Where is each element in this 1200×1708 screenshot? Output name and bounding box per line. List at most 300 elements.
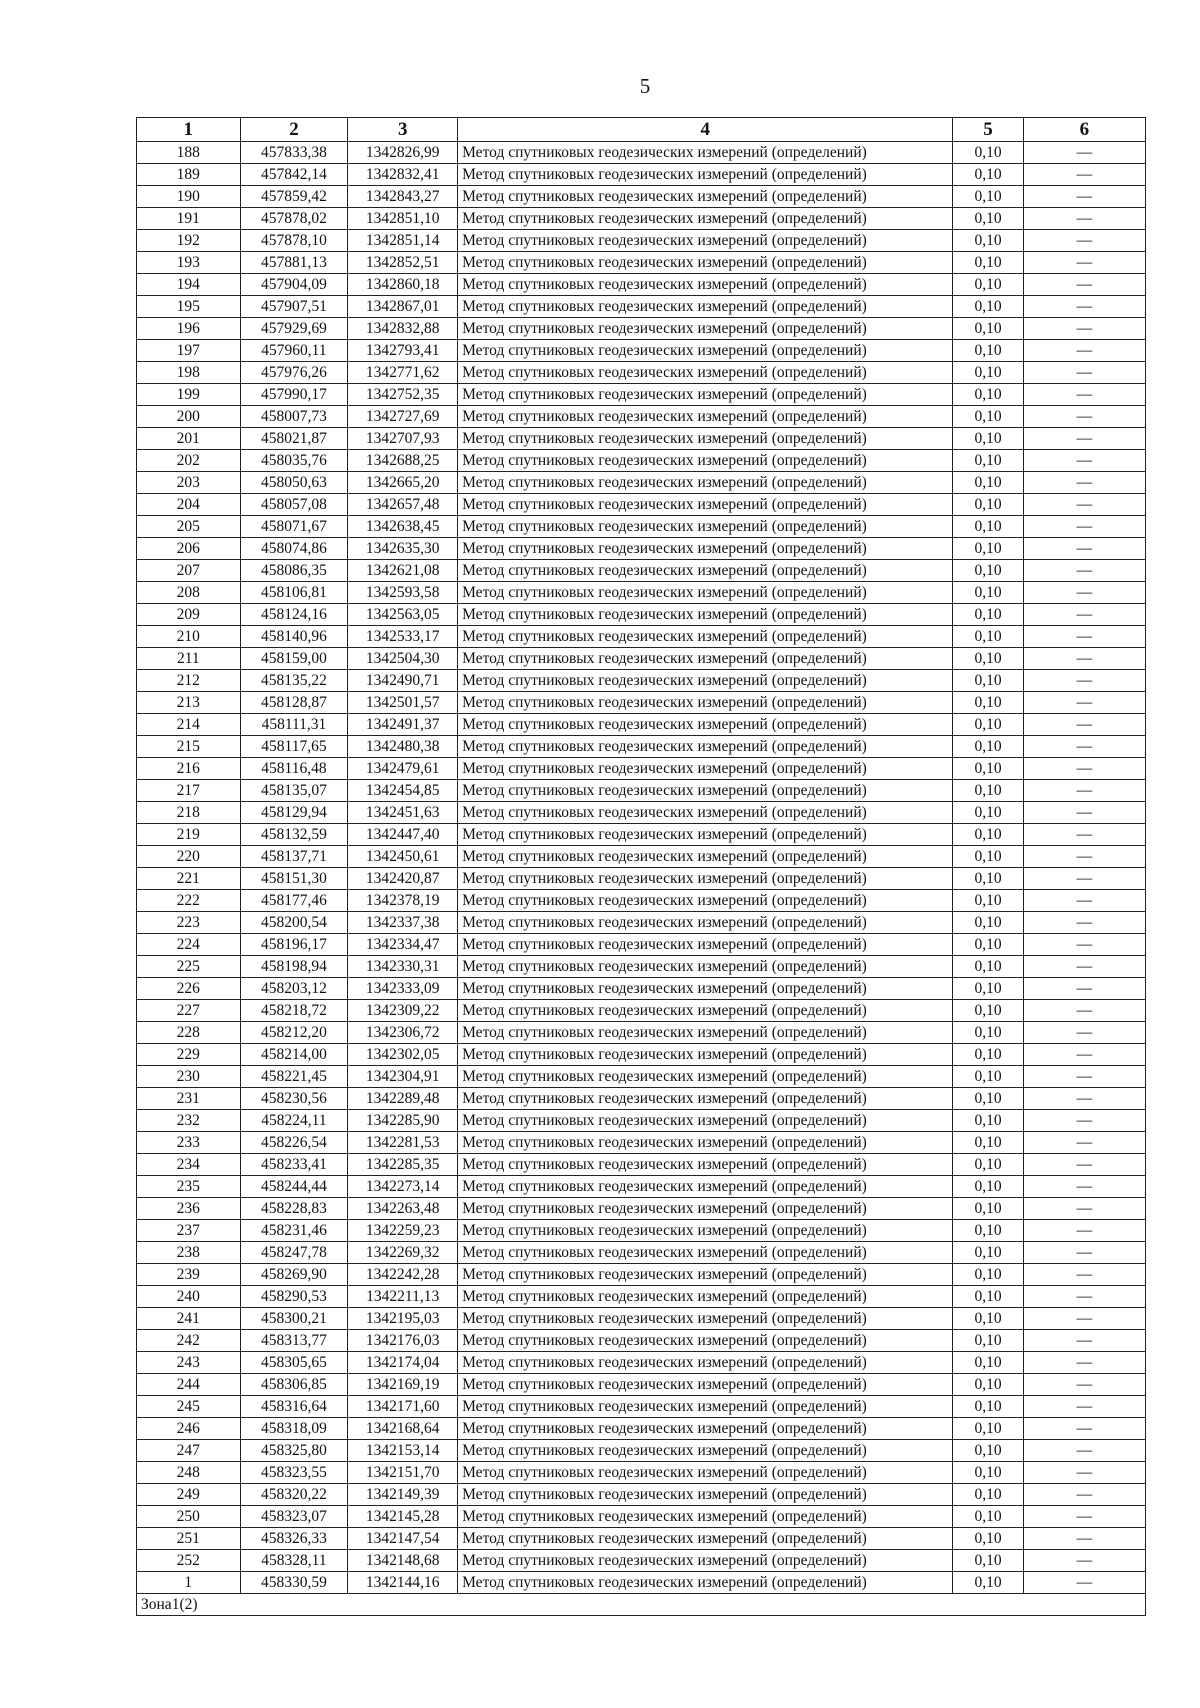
accuracy-cell: 0,10 <box>953 626 1023 648</box>
x-coordinate-cell: 458269,90 <box>240 1264 348 1286</box>
description-cell: — <box>1023 1154 1145 1176</box>
point-number-cell: 245 <box>137 1396 241 1418</box>
description-cell: — <box>1023 1374 1145 1396</box>
table-row <box>137 1374 1146 1396</box>
description-cell: — <box>1023 274 1145 296</box>
accuracy-cell: 0,10 <box>953 978 1023 1000</box>
method-cell: Метод спутниковых геодезических измерений (определений) <box>458 1550 953 1572</box>
header-col-6: 6 <box>1023 118 1145 142</box>
header-col-4: 4 <box>458 118 953 142</box>
point-number-cell: 198 <box>137 362 241 384</box>
description-cell: — <box>1023 208 1145 230</box>
method-cell: Метод спутниковых геодезических измерений (определений) <box>458 384 953 406</box>
y-coordinate-cell: 1342147,54 <box>348 1528 458 1550</box>
point-number-cell: 192 <box>137 230 241 252</box>
coordinates-table <box>136 117 1146 1616</box>
method-cell: Метод спутниковых геодезических измерений (определений) <box>458 1220 953 1242</box>
accuracy-cell: 0,10 <box>953 274 1023 296</box>
table-row <box>137 626 1146 648</box>
x-coordinate-cell: 457881,13 <box>240 252 348 274</box>
table-row <box>137 230 1146 252</box>
x-coordinate-cell: 458325,80 <box>240 1440 348 1462</box>
y-coordinate-cell: 1342242,28 <box>348 1264 458 1286</box>
table-row <box>137 1154 1146 1176</box>
table-row <box>137 538 1146 560</box>
x-coordinate-cell: 458247,78 <box>240 1242 348 1264</box>
x-coordinate-cell: 457929,69 <box>240 318 348 340</box>
x-coordinate-cell: 458224,11 <box>240 1110 348 1132</box>
method-cell: Метод спутниковых геодезических измерений (определений) <box>458 164 953 186</box>
accuracy-cell: 0,10 <box>953 472 1023 494</box>
table-row <box>137 1462 1146 1484</box>
table-row <box>137 340 1146 362</box>
x-coordinate-cell: 458212,20 <box>240 1022 348 1044</box>
accuracy-cell: 0,10 <box>953 1572 1023 1594</box>
table-row <box>137 1066 1146 1088</box>
y-coordinate-cell: 1342688,25 <box>348 450 458 472</box>
accuracy-cell: 0,10 <box>953 1330 1023 1352</box>
x-coordinate-cell: 457878,10 <box>240 230 348 252</box>
method-cell: Метод спутниковых геодезических измерений (определений) <box>458 758 953 780</box>
point-number-cell: 220 <box>137 846 241 868</box>
x-coordinate-cell: 458323,07 <box>240 1506 348 1528</box>
point-number-cell: 229 <box>137 1044 241 1066</box>
point-number-cell: 193 <box>137 252 241 274</box>
x-coordinate-cell: 458300,21 <box>240 1308 348 1330</box>
y-coordinate-cell: 1342533,17 <box>348 626 458 648</box>
y-coordinate-cell: 1342832,41 <box>348 164 458 186</box>
y-coordinate-cell: 1342333,09 <box>348 978 458 1000</box>
x-coordinate-cell: 458203,12 <box>240 978 348 1000</box>
x-coordinate-cell: 458135,07 <box>240 780 348 802</box>
point-number-cell: 206 <box>137 538 241 560</box>
table-row <box>137 1286 1146 1308</box>
table-row <box>137 1352 1146 1374</box>
x-coordinate-cell: 458050,63 <box>240 472 348 494</box>
description-cell: — <box>1023 472 1145 494</box>
x-coordinate-cell: 458214,00 <box>240 1044 348 1066</box>
y-coordinate-cell: 1342793,41 <box>348 340 458 362</box>
table-row <box>137 1308 1146 1330</box>
y-coordinate-cell: 1342144,16 <box>348 1572 458 1594</box>
description-cell: — <box>1023 142 1145 164</box>
accuracy-cell: 0,10 <box>953 384 1023 406</box>
method-cell: Метод спутниковых геодезических измерений (определений) <box>458 1484 953 1506</box>
accuracy-cell: 0,10 <box>953 406 1023 428</box>
accuracy-cell: 0,10 <box>953 692 1023 714</box>
x-coordinate-cell: 458326,33 <box>240 1528 348 1550</box>
method-cell: Метод спутниковых геодезических измерений (определений) <box>458 1286 953 1308</box>
description-cell: — <box>1023 956 1145 978</box>
method-cell: Метод спутниковых геодезических измерений (определений) <box>458 1308 953 1330</box>
accuracy-cell: 0,10 <box>953 758 1023 780</box>
accuracy-cell: 0,10 <box>953 802 1023 824</box>
y-coordinate-cell: 1342211,13 <box>348 1286 458 1308</box>
y-coordinate-cell: 1342145,28 <box>348 1506 458 1528</box>
x-coordinate-cell: 458221,45 <box>240 1066 348 1088</box>
point-number-cell: 246 <box>137 1418 241 1440</box>
x-coordinate-cell: 457990,17 <box>240 384 348 406</box>
x-coordinate-cell: 458140,96 <box>240 626 348 648</box>
point-number-cell: 205 <box>137 516 241 538</box>
y-coordinate-cell: 1342826,99 <box>348 142 458 164</box>
x-coordinate-cell: 458035,76 <box>240 450 348 472</box>
method-cell: Метод спутниковых геодезических измерений (определений) <box>458 1528 953 1550</box>
y-coordinate-cell: 1342593,58 <box>348 582 458 604</box>
x-coordinate-cell: 458111,31 <box>240 714 348 736</box>
table-row <box>137 1176 1146 1198</box>
y-coordinate-cell: 1342176,03 <box>348 1330 458 1352</box>
accuracy-cell: 0,10 <box>953 1550 1023 1572</box>
y-coordinate-cell: 1342450,61 <box>348 846 458 868</box>
accuracy-cell: 0,10 <box>953 934 1023 956</box>
y-coordinate-cell: 1342330,31 <box>348 956 458 978</box>
description-cell: — <box>1023 736 1145 758</box>
point-number-cell: 216 <box>137 758 241 780</box>
method-cell: Метод спутниковых геодезических измерений (определений) <box>458 1110 953 1132</box>
table-row <box>137 956 1146 978</box>
table-row <box>137 208 1146 230</box>
description-cell: — <box>1023 648 1145 670</box>
point-number-cell: 188 <box>137 142 241 164</box>
x-coordinate-cell: 458071,67 <box>240 516 348 538</box>
x-coordinate-cell: 458137,71 <box>240 846 348 868</box>
table-row <box>137 1550 1146 1572</box>
table-row <box>137 802 1146 824</box>
table-row <box>137 670 1146 692</box>
table-row <box>137 516 1146 538</box>
y-coordinate-cell: 1342752,35 <box>348 384 458 406</box>
table-row <box>137 1264 1146 1286</box>
method-cell: Метод спутниковых геодезических измерений (определений) <box>458 1352 953 1374</box>
description-cell: — <box>1023 494 1145 516</box>
header-col-1: 1 <box>137 118 241 142</box>
description-cell: — <box>1023 1198 1145 1220</box>
table-row <box>137 428 1146 450</box>
y-coordinate-cell: 1342151,70 <box>348 1462 458 1484</box>
table-row <box>137 450 1146 472</box>
method-cell: Метод спутниковых геодезических измерений (определений) <box>458 1198 953 1220</box>
point-number-cell: 211 <box>137 648 241 670</box>
description-cell: — <box>1023 978 1145 1000</box>
point-number-cell: 195 <box>137 296 241 318</box>
description-cell: — <box>1023 1264 1145 1286</box>
description-cell: — <box>1023 912 1145 934</box>
point-number-cell: 227 <box>137 1000 241 1022</box>
accuracy-cell: 0,10 <box>953 604 1023 626</box>
x-coordinate-cell: 457859,42 <box>240 186 348 208</box>
y-coordinate-cell: 1342843,27 <box>348 186 458 208</box>
y-coordinate-cell: 1342263,48 <box>348 1198 458 1220</box>
x-coordinate-cell: 458233,41 <box>240 1154 348 1176</box>
table-row <box>137 384 1146 406</box>
method-cell: Метод спутниковых геодезических измерений (определений) <box>458 714 953 736</box>
x-coordinate-cell: 458200,54 <box>240 912 348 934</box>
description-cell: — <box>1023 1308 1145 1330</box>
description-cell: — <box>1023 428 1145 450</box>
point-number-cell: 218 <box>137 802 241 824</box>
accuracy-cell: 0,10 <box>953 1286 1023 1308</box>
x-coordinate-cell: 458316,64 <box>240 1396 348 1418</box>
x-coordinate-cell: 458129,94 <box>240 802 348 824</box>
accuracy-cell: 0,10 <box>953 780 1023 802</box>
x-coordinate-cell: 458230,56 <box>240 1088 348 1110</box>
point-number-cell: 201 <box>137 428 241 450</box>
point-number-cell: 242 <box>137 1330 241 1352</box>
accuracy-cell: 0,10 <box>953 1264 1023 1286</box>
y-coordinate-cell: 1342171,60 <box>348 1396 458 1418</box>
table-row <box>137 1440 1146 1462</box>
y-coordinate-cell: 1342306,72 <box>348 1022 458 1044</box>
table-row <box>137 362 1146 384</box>
accuracy-cell: 0,10 <box>953 208 1023 230</box>
method-cell: Метод спутниковых геодезических измерений (определений) <box>458 692 953 714</box>
y-coordinate-cell: 1342148,68 <box>348 1550 458 1572</box>
description-cell: — <box>1023 340 1145 362</box>
point-number-cell: 196 <box>137 318 241 340</box>
point-number-cell: 191 <box>137 208 241 230</box>
accuracy-cell: 0,10 <box>953 494 1023 516</box>
description-cell: — <box>1023 1550 1145 1572</box>
table-row <box>137 1220 1146 1242</box>
method-cell: Метод спутниковых геодезических измерений (определений) <box>458 1440 953 1462</box>
method-cell: Метод спутниковых геодезических измерений (определений) <box>458 868 953 890</box>
point-number-cell: 214 <box>137 714 241 736</box>
accuracy-cell: 0,10 <box>953 714 1023 736</box>
y-coordinate-cell: 1342657,48 <box>348 494 458 516</box>
description-cell: — <box>1023 560 1145 582</box>
point-number-cell: 232 <box>137 1110 241 1132</box>
table-row <box>137 472 1146 494</box>
method-cell: Метод спутниковых геодезических измерений (определений) <box>458 670 953 692</box>
accuracy-cell: 0,10 <box>953 340 1023 362</box>
method-cell: Метод спутниковых геодезических измерений (определений) <box>458 472 953 494</box>
method-cell: Метод спутниковых геодезических измерений (определений) <box>458 340 953 362</box>
description-cell: — <box>1023 1044 1145 1066</box>
table-row <box>137 142 1146 164</box>
y-coordinate-cell: 1342501,57 <box>348 692 458 714</box>
x-coordinate-cell: 458196,17 <box>240 934 348 956</box>
point-number-cell: 215 <box>137 736 241 758</box>
table-row <box>137 648 1146 670</box>
point-number-cell: 199 <box>137 384 241 406</box>
y-coordinate-cell: 1342285,90 <box>348 1110 458 1132</box>
point-number-cell: 223 <box>137 912 241 934</box>
accuracy-cell: 0,10 <box>953 142 1023 164</box>
x-coordinate-cell: 458106,81 <box>240 582 348 604</box>
y-coordinate-cell: 1342285,35 <box>348 1154 458 1176</box>
table-row <box>137 186 1146 208</box>
description-cell: — <box>1023 692 1145 714</box>
accuracy-cell: 0,10 <box>953 956 1023 978</box>
x-coordinate-cell: 457907,51 <box>240 296 348 318</box>
y-coordinate-cell: 1342727,69 <box>348 406 458 428</box>
x-coordinate-cell: 458290,53 <box>240 1286 348 1308</box>
method-cell: Метод спутниковых геодезических измерений (определений) <box>458 1506 953 1528</box>
y-coordinate-cell: 1342337,38 <box>348 912 458 934</box>
method-cell: Метод спутниковых геодезических измерений (определений) <box>458 648 953 670</box>
accuracy-cell: 0,10 <box>953 1088 1023 1110</box>
point-number-cell: 233 <box>137 1132 241 1154</box>
table-row <box>137 692 1146 714</box>
zone-label: Зона1(2) <box>137 1594 1146 1616</box>
x-coordinate-cell: 458159,00 <box>240 648 348 670</box>
method-cell: Метод спутниковых геодезических измерений (определений) <box>458 846 953 868</box>
table-row <box>137 274 1146 296</box>
table-row <box>137 164 1146 186</box>
header-col-5: 5 <box>953 118 1023 142</box>
accuracy-cell: 0,10 <box>953 1154 1023 1176</box>
point-number-cell: 248 <box>137 1462 241 1484</box>
table-row <box>137 714 1146 736</box>
header-col-2: 2 <box>240 118 348 142</box>
description-cell: — <box>1023 450 1145 472</box>
accuracy-cell: 0,10 <box>953 186 1023 208</box>
accuracy-cell: 0,10 <box>953 890 1023 912</box>
x-coordinate-cell: 458132,59 <box>240 824 348 846</box>
point-number-cell: 194 <box>137 274 241 296</box>
description-cell: — <box>1023 780 1145 802</box>
method-cell: Метод спутниковых геодезических измерений (определений) <box>458 934 953 956</box>
y-coordinate-cell: 1342420,87 <box>348 868 458 890</box>
method-cell: Метод спутниковых геодезических измерений (определений) <box>458 318 953 340</box>
point-number-cell: 190 <box>137 186 241 208</box>
table-row <box>137 912 1146 934</box>
method-cell: Метод спутниковых геодезических измерений (определений) <box>458 362 953 384</box>
table-row <box>137 560 1146 582</box>
method-cell: Метод спутниковых геодезических измерений (определений) <box>458 802 953 824</box>
point-number-cell: 236 <box>137 1198 241 1220</box>
method-cell: Метод спутниковых геодезических измерений (определений) <box>458 1044 953 1066</box>
description-cell: — <box>1023 670 1145 692</box>
y-coordinate-cell: 1342635,30 <box>348 538 458 560</box>
table-row <box>137 296 1146 318</box>
y-coordinate-cell: 1342304,91 <box>348 1066 458 1088</box>
method-cell: Метод спутниковых геодезических измерений (определений) <box>458 1132 953 1154</box>
point-number-cell: 210 <box>137 626 241 648</box>
x-coordinate-cell: 458128,87 <box>240 692 348 714</box>
method-cell: Метод спутниковых геодезических измерений (определений) <box>458 1374 953 1396</box>
x-coordinate-cell: 458074,86 <box>240 538 348 560</box>
description-cell: — <box>1023 1352 1145 1374</box>
table-row <box>137 758 1146 780</box>
method-cell: Метод спутниковых геодезических измерений (определений) <box>458 1264 953 1286</box>
method-cell: Метод спутниковых геодезических измерений (определений) <box>458 582 953 604</box>
method-cell: Метод спутниковых геодезических измерений (определений) <box>458 208 953 230</box>
method-cell: Метод спутниковых геодезических измерений (определений) <box>458 1330 953 1352</box>
point-number-cell: 200 <box>137 406 241 428</box>
x-coordinate-cell: 458218,72 <box>240 1000 348 1022</box>
point-number-cell: 240 <box>137 1286 241 1308</box>
point-number-cell: 213 <box>137 692 241 714</box>
accuracy-cell: 0,10 <box>953 846 1023 868</box>
description-cell: — <box>1023 714 1145 736</box>
accuracy-cell: 0,10 <box>953 1022 1023 1044</box>
accuracy-cell: 0,10 <box>953 1198 1023 1220</box>
method-cell: Метод спутниковых геодезических измерений (определений) <box>458 626 953 648</box>
description-cell: — <box>1023 1286 1145 1308</box>
x-coordinate-cell: 458117,65 <box>240 736 348 758</box>
description-cell: — <box>1023 604 1145 626</box>
table-row <box>137 846 1146 868</box>
table-row <box>137 1044 1146 1066</box>
x-coordinate-cell: 458057,08 <box>240 494 348 516</box>
point-number-cell: 189 <box>137 164 241 186</box>
accuracy-cell: 0,10 <box>953 736 1023 758</box>
x-coordinate-cell: 458228,83 <box>240 1198 348 1220</box>
table-row <box>137 1088 1146 1110</box>
method-cell: Метод спутниковых геодезических измерений (определений) <box>458 494 953 516</box>
description-cell: — <box>1023 1330 1145 1352</box>
x-coordinate-cell: 458305,65 <box>240 1352 348 1374</box>
y-coordinate-cell: 1342281,53 <box>348 1132 458 1154</box>
table-row <box>137 824 1146 846</box>
table-row <box>137 978 1146 1000</box>
x-coordinate-cell: 458318,09 <box>240 1418 348 1440</box>
accuracy-cell: 0,10 <box>953 428 1023 450</box>
description-cell: — <box>1023 1088 1145 1110</box>
table-row <box>137 736 1146 758</box>
table-row <box>137 604 1146 626</box>
table-row <box>137 1198 1146 1220</box>
method-cell: Метод спутниковых геодезических измерений (определений) <box>458 1022 953 1044</box>
description-cell: — <box>1023 186 1145 208</box>
method-cell: Метод спутниковых геодезических измерений (определений) <box>458 230 953 252</box>
method-cell: Метод спутниковых геодезических измерений (определений) <box>458 824 953 846</box>
accuracy-cell: 0,10 <box>953 1066 1023 1088</box>
point-number-cell: 249 <box>137 1484 241 1506</box>
y-coordinate-cell: 1342447,40 <box>348 824 458 846</box>
y-coordinate-cell: 1342334,47 <box>348 934 458 956</box>
y-coordinate-cell: 1342269,32 <box>348 1242 458 1264</box>
method-cell: Метод спутниковых геодезических измерений (определений) <box>458 1418 953 1440</box>
y-coordinate-cell: 1342289,48 <box>348 1088 458 1110</box>
y-coordinate-cell: 1342195,03 <box>348 1308 458 1330</box>
point-number-cell: 228 <box>137 1022 241 1044</box>
x-coordinate-cell: 457842,14 <box>240 164 348 186</box>
description-cell: — <box>1023 758 1145 780</box>
method-cell: Метод спутниковых геодезических измерений (определений) <box>458 1176 953 1198</box>
y-coordinate-cell: 1342707,93 <box>348 428 458 450</box>
method-cell: Метод спутниковых геодезических измерений (определений) <box>458 1242 953 1264</box>
y-coordinate-cell: 1342638,45 <box>348 516 458 538</box>
accuracy-cell: 0,10 <box>953 868 1023 890</box>
y-coordinate-cell: 1342309,22 <box>348 1000 458 1022</box>
table-row <box>137 934 1146 956</box>
accuracy-cell: 0,10 <box>953 296 1023 318</box>
accuracy-cell: 0,10 <box>953 912 1023 934</box>
description-cell: — <box>1023 802 1145 824</box>
y-coordinate-cell: 1342451,63 <box>348 802 458 824</box>
y-coordinate-cell: 1342479,61 <box>348 758 458 780</box>
method-cell: Метод спутниковых геодезических измерений (определений) <box>458 406 953 428</box>
accuracy-cell: 0,10 <box>953 1396 1023 1418</box>
method-cell: Метод спутниковых геодезических измерений (определений) <box>458 912 953 934</box>
method-cell: Метод спутниковых геодезических измерений (определений) <box>458 142 953 164</box>
x-coordinate-cell: 458320,22 <box>240 1484 348 1506</box>
method-cell: Метод спутниковых геодезических измерений (определений) <box>458 978 953 1000</box>
x-coordinate-cell: 458313,77 <box>240 1330 348 1352</box>
method-cell: Метод спутниковых геодезических измерений (определений) <box>458 1088 953 1110</box>
point-number-cell: 234 <box>137 1154 241 1176</box>
y-coordinate-cell: 1342490,71 <box>348 670 458 692</box>
point-number-cell: 203 <box>137 472 241 494</box>
table-row <box>137 1418 1146 1440</box>
x-coordinate-cell: 457976,26 <box>240 362 348 384</box>
accuracy-cell: 0,10 <box>953 538 1023 560</box>
description-cell: — <box>1023 318 1145 340</box>
accuracy-cell: 0,10 <box>953 1374 1023 1396</box>
